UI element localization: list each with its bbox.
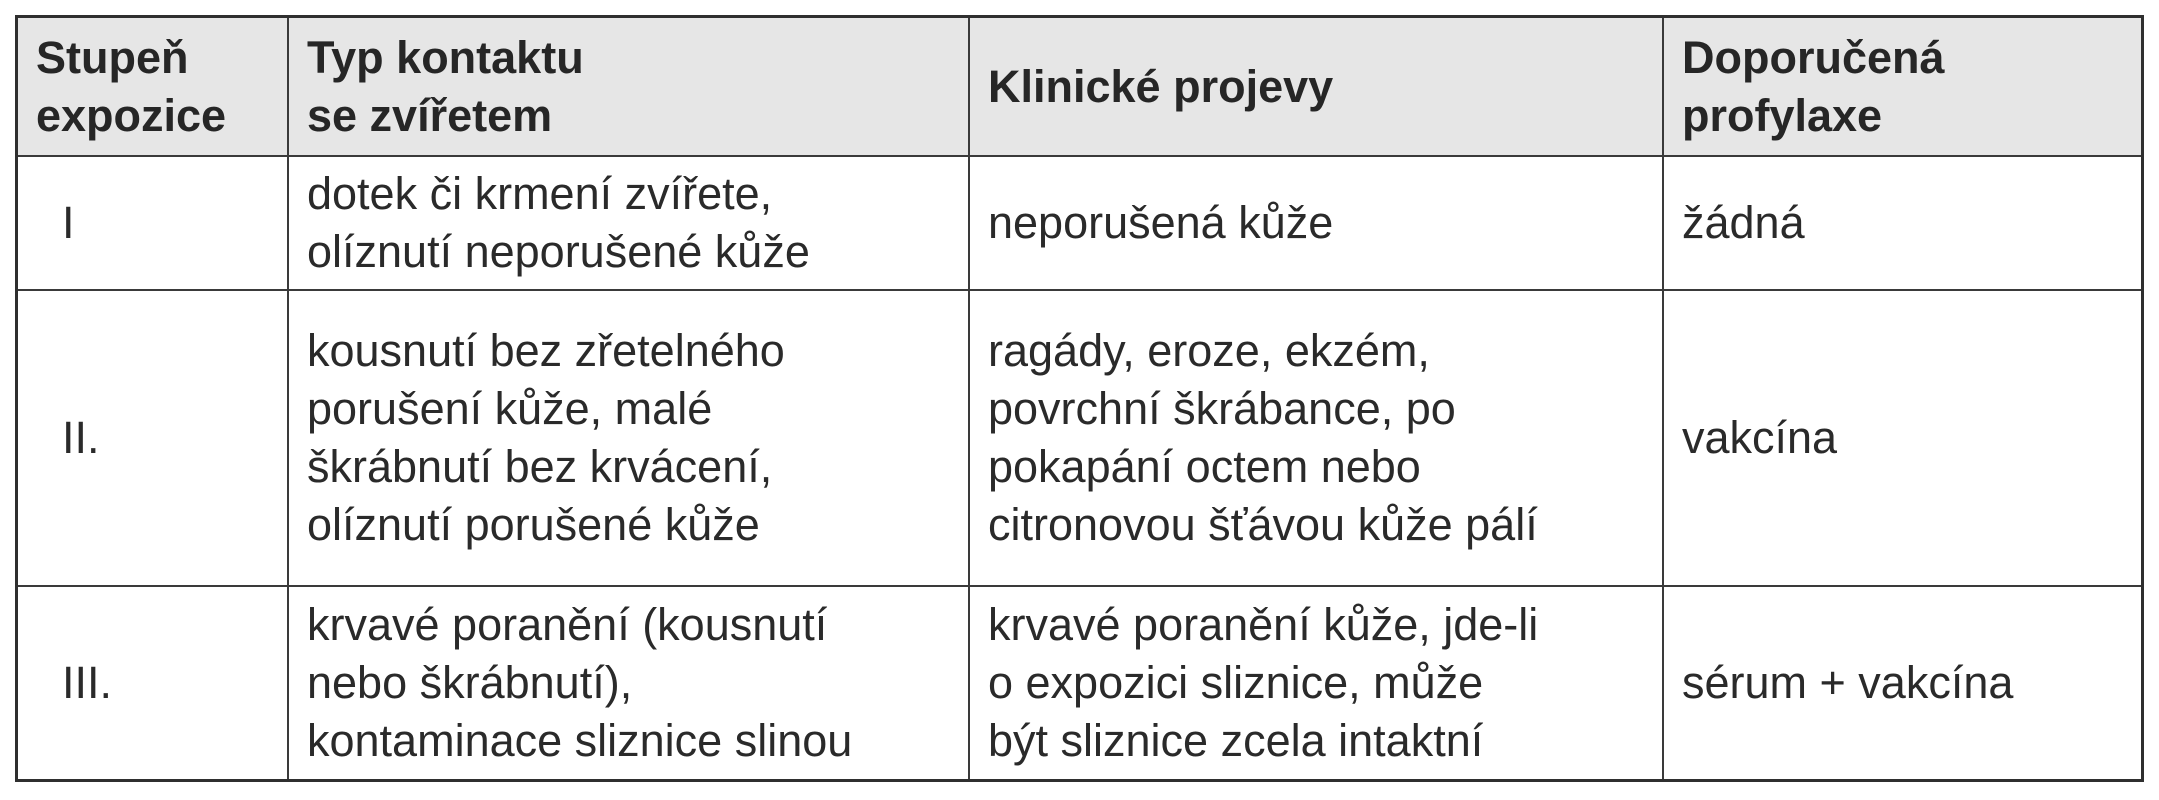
cell-line: povrchní škrábance, po <box>988 383 1456 434</box>
prophylaxis-cell: žádná <box>1663 156 2141 290</box>
clinical-signs-cell <box>969 586 1663 779</box>
cell-line: porušení kůže, malé <box>307 383 713 434</box>
cell-line: škrábnutí bez krvácení, <box>307 441 773 492</box>
header-clinical-signs <box>969 18 1663 156</box>
cell-line: olíznutí neporušené kůže <box>307 226 810 277</box>
contact-type-cell <box>288 156 969 290</box>
header-line: Typ kontaktu <box>307 31 584 83</box>
clinical-signs-cell <box>969 156 1663 290</box>
header-line: expozice <box>36 89 227 141</box>
table-header-row <box>18 18 2141 156</box>
cell-line: krvavé poranění kůže, jde-li <box>988 599 1539 650</box>
cell-line: pokapání octem nebo <box>988 441 1421 492</box>
header-exposure-grade <box>18 18 288 156</box>
table-row <box>18 586 2141 779</box>
header-line: profylaxe <box>1682 89 1883 141</box>
cell-line: krvavé poranění (kousnutí <box>307 599 828 650</box>
header-line: Stupeň <box>36 31 189 83</box>
cell-line: dotek či krmení zvířete, <box>307 168 773 219</box>
exposure-grade-cell: III. <box>18 586 288 779</box>
cell-line: nebo škrábnutí), <box>307 657 633 708</box>
table-row <box>18 290 2141 586</box>
cell-line: kousnutí bez zřetelného <box>307 325 785 376</box>
cell-line: citronovou šťávou kůže pálí <box>988 499 1538 550</box>
header-line: Klinické projevy <box>988 60 1334 112</box>
clinical-signs-cell <box>969 290 1663 586</box>
cell-line: kontaminace sliznice slinou <box>307 715 853 766</box>
header-recommended-prophylaxis <box>1663 18 2141 156</box>
header-line: Doporučená <box>1682 31 1945 83</box>
cell-line: olíznutí porušené kůže <box>307 499 760 550</box>
contact-type-cell <box>288 290 969 586</box>
exposure-table-grid <box>18 18 2141 779</box>
cell-line: ragády, eroze, ekzém, <box>988 325 1430 376</box>
exposure-grade-cell: II. <box>18 290 288 586</box>
rabies-exposure-table <box>15 15 2144 782</box>
contact-type-cell <box>288 586 969 779</box>
cell-line: o expozici sliznice, může <box>988 657 1484 708</box>
cell-line: být sliznice zcela intaktní <box>988 715 1484 766</box>
exposure-grade-cell: I <box>18 156 288 290</box>
header-line: se zvířetem <box>307 89 553 141</box>
prophylaxis-cell: vakcína <box>1663 290 2141 586</box>
table-row <box>18 156 2141 290</box>
prophylaxis-cell: sérum + vakcína <box>1663 586 2141 779</box>
header-contact-type <box>288 18 969 156</box>
cell-line: neporušená kůže <box>988 197 1334 248</box>
